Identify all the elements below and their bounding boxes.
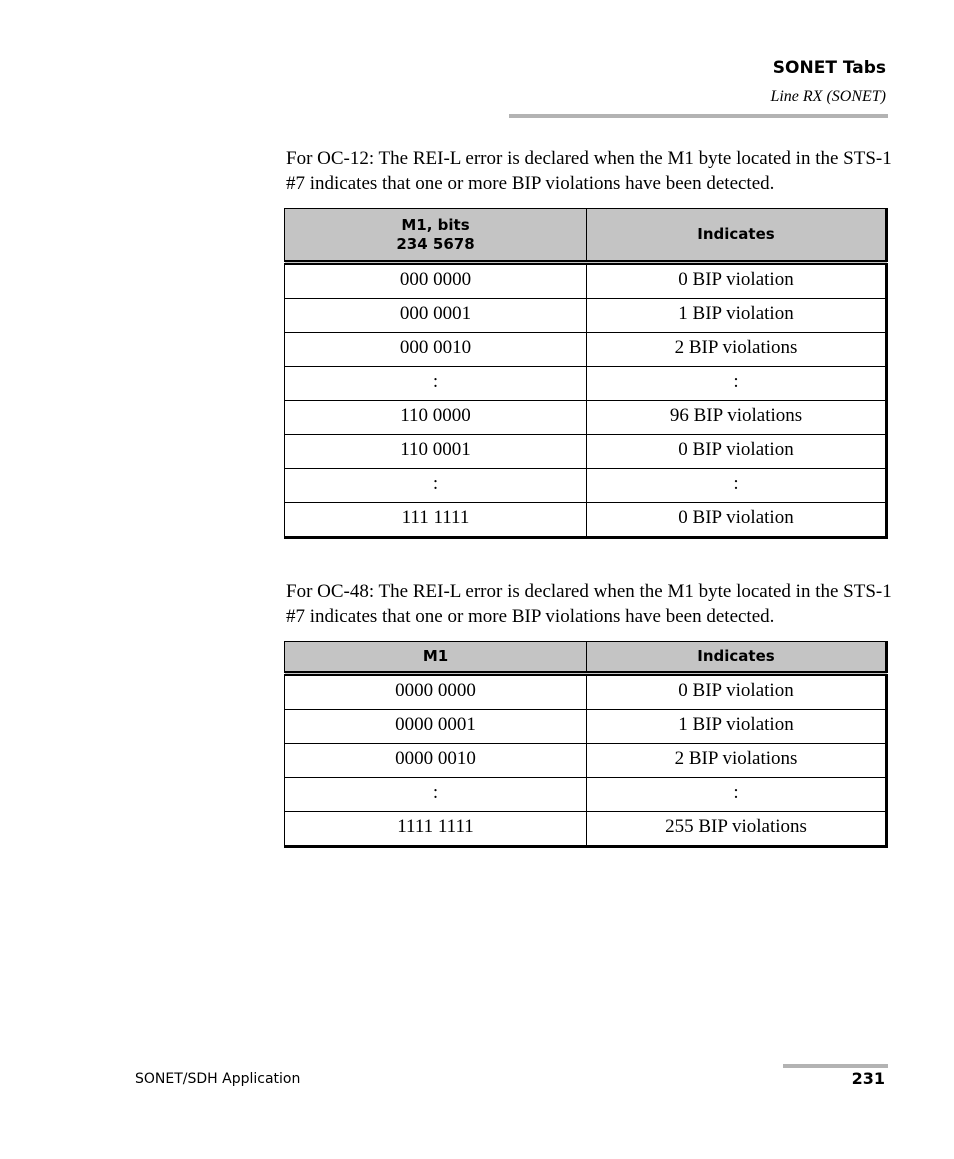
indicates-cell: 1 BIP violation bbox=[587, 710, 887, 744]
indicates-cell: 0 BIP violation bbox=[587, 435, 887, 469]
bits-cell: 000 0000 bbox=[285, 263, 587, 299]
table-row bbox=[285, 469, 887, 503]
table-row bbox=[285, 263, 887, 299]
bits-cell: 0000 0001 bbox=[285, 710, 587, 744]
indicates-cell: 2 BIP violations bbox=[587, 744, 887, 778]
table-row bbox=[285, 299, 887, 333]
footer-document-name: SONET/SDH Application bbox=[135, 1071, 301, 1087]
oc12-paragraph: For OC-12: The REI-L error is declared when the M1 byte located in the STS-1 #7 indicates that one or more BIP violations have been detected. bbox=[286, 148, 892, 194]
indicates-cell: 0 BIP violation bbox=[587, 674, 887, 710]
bits-cell: : bbox=[285, 778, 587, 812]
footer-divider bbox=[783, 1064, 888, 1068]
indicates-cell: 96 BIP violations bbox=[587, 401, 887, 435]
column-header-indicates: Indicates bbox=[587, 209, 887, 263]
table-row bbox=[285, 435, 887, 469]
bits-cell: 0000 0000 bbox=[285, 674, 587, 710]
table-row bbox=[285, 744, 887, 778]
bits-cell: 0000 0010 bbox=[285, 744, 587, 778]
table-row bbox=[285, 333, 887, 367]
column-header-m1: M1 bbox=[285, 642, 587, 674]
table-row bbox=[285, 812, 887, 847]
indicates-cell: : bbox=[587, 367, 887, 401]
column-header-line: M1, bits bbox=[401, 215, 470, 234]
bits-cell: : bbox=[285, 367, 587, 401]
bits-cell: 110 0000 bbox=[285, 401, 587, 435]
bits-cell: : bbox=[285, 469, 587, 503]
table-row bbox=[285, 503, 887, 538]
table-row bbox=[285, 367, 887, 401]
indicates-cell: : bbox=[587, 469, 887, 503]
oc48-table bbox=[284, 641, 888, 848]
section-subtitle: Line RX (SONET) bbox=[770, 88, 886, 105]
indicates-cell: 1 BIP violation bbox=[587, 299, 887, 333]
bits-cell: 1111 1111 bbox=[285, 812, 587, 847]
bits-cell: 000 0001 bbox=[285, 299, 587, 333]
indicates-cell: 0 BIP violation bbox=[587, 263, 887, 299]
table-row bbox=[285, 710, 887, 744]
bits-cell: 111 1111 bbox=[285, 503, 587, 538]
indicates-cell: 255 BIP violations bbox=[587, 812, 887, 847]
page-number: 231 bbox=[851, 1069, 885, 1088]
bits-cell: 110 0001 bbox=[285, 435, 587, 469]
column-header-indicates: Indicates bbox=[587, 642, 887, 674]
bits-cell: 000 0010 bbox=[285, 333, 587, 367]
indicates-cell: : bbox=[587, 778, 887, 812]
header-divider bbox=[509, 114, 888, 118]
section-title: SONET Tabs bbox=[772, 58, 886, 78]
column-header-line: 234 5678 bbox=[396, 234, 475, 253]
column-header-m1-bits bbox=[285, 209, 587, 263]
indicates-cell: 2 BIP violations bbox=[587, 333, 887, 367]
table-row bbox=[285, 401, 887, 435]
oc12-table bbox=[284, 208, 888, 539]
indicates-cell: 0 BIP violation bbox=[587, 503, 887, 538]
table-row bbox=[285, 778, 887, 812]
oc48-paragraph: For OC-48: The REI-L error is declared when the M1 byte located in the STS-1 #7 indicates that one or more BIP violations have been detected. bbox=[286, 581, 892, 627]
table-row bbox=[285, 674, 887, 710]
